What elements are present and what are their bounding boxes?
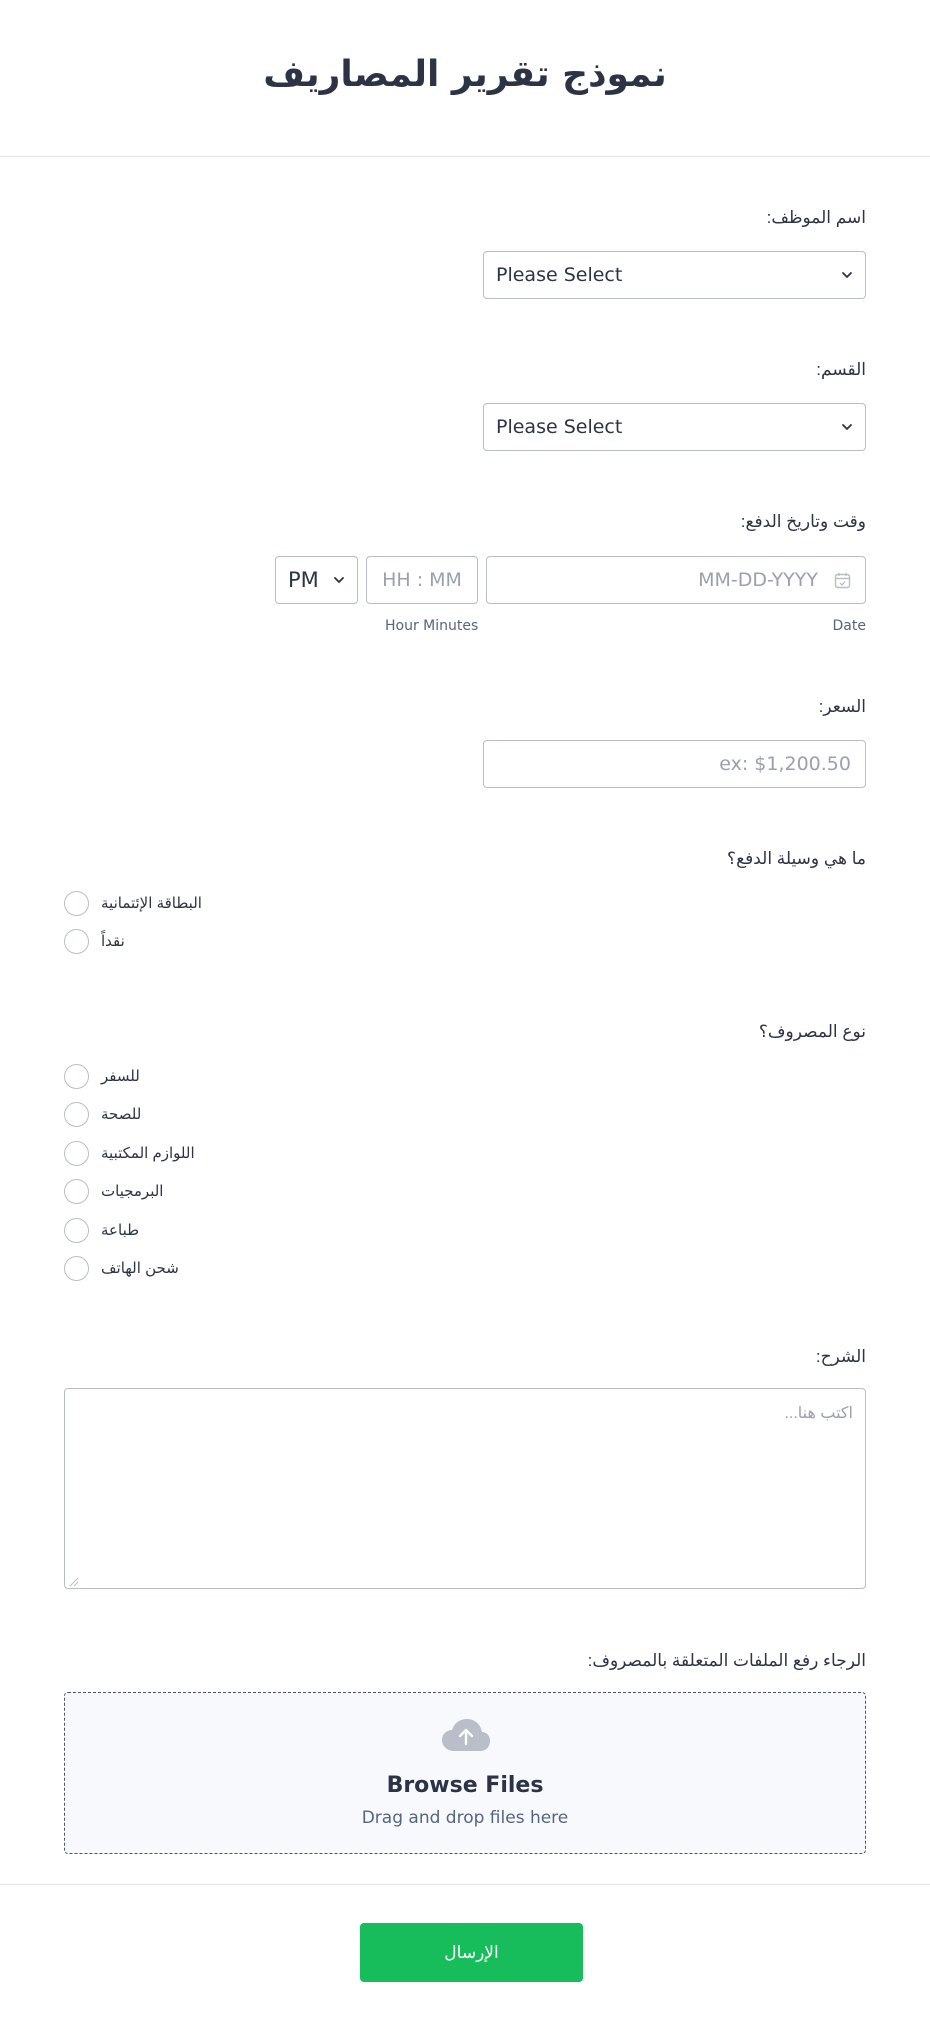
description-label: الشرح: xyxy=(815,1347,866,1366)
radio-button[interactable] xyxy=(64,929,89,954)
ampm-value: PM xyxy=(288,568,319,592)
employee-label: اسم الموظف: xyxy=(766,208,866,227)
radio-option-label: البرمجيات xyxy=(101,1183,164,1200)
time-placeholder: HH : MM xyxy=(382,569,462,591)
expense-type-label: نوع المصروف؟ xyxy=(758,1022,866,1041)
radio-option-phone-recharge[interactable] xyxy=(64,1255,179,1281)
submit-button[interactable]: الإرسال xyxy=(360,1923,583,1982)
payment-datetime-label: وقت وتاريخ الدفع: xyxy=(740,512,866,531)
chevron-down-icon xyxy=(841,421,853,433)
radio-option-health[interactable] xyxy=(64,1101,141,1127)
radio-option-cash[interactable] xyxy=(64,928,125,954)
drag-drop-hint: Drag and drop files here xyxy=(361,1808,569,1828)
radio-option-label: طباعة xyxy=(101,1222,140,1239)
radio-button[interactable] xyxy=(64,1256,89,1281)
radio-button[interactable] xyxy=(64,1102,89,1127)
employee-select[interactable] xyxy=(483,251,866,299)
department-label: القسم: xyxy=(816,360,866,379)
radio-option-label: للسفر xyxy=(101,1068,140,1085)
time-input[interactable] xyxy=(366,556,478,604)
radio-button[interactable] xyxy=(64,891,89,916)
radio-button[interactable] xyxy=(64,1064,89,1089)
upload-label: الرجاء رفع الملفات المتعلقة بالمصروف: xyxy=(587,1651,866,1670)
price-label: السعر: xyxy=(818,697,866,716)
date-placeholder: MM-DD-YYYY xyxy=(698,569,818,591)
date-sublabel: Date xyxy=(832,618,866,634)
radio-option-printing[interactable] xyxy=(64,1217,139,1243)
employee-select-value: Please Select xyxy=(496,264,623,286)
chevron-down-icon xyxy=(841,269,853,281)
file-upload-dropzone[interactable] xyxy=(64,1692,866,1854)
description-textarea[interactable] xyxy=(64,1388,866,1589)
radio-option-software[interactable] xyxy=(64,1178,163,1204)
radio-option-label: شحن الهاتف xyxy=(101,1260,179,1277)
radio-option-label: اللوازم المكتبية xyxy=(101,1145,195,1162)
payment-method-label: ما هي وسيلة الدفع؟ xyxy=(727,849,866,868)
form-header xyxy=(0,0,930,157)
radio-option-credit-card[interactable] xyxy=(64,890,202,916)
description-placeholder: اكتب هنا... xyxy=(784,1405,853,1422)
radio-option-office-supplies[interactable] xyxy=(64,1140,195,1166)
department-select[interactable] xyxy=(483,403,866,451)
calendar-icon[interactable] xyxy=(834,572,851,589)
radio-button[interactable] xyxy=(64,1141,89,1166)
price-placeholder: ex: $1,200.50 xyxy=(719,753,851,775)
radio-option-travel[interactable] xyxy=(64,1063,140,1089)
form-title: نموذج تقرير المصاريف xyxy=(263,53,667,95)
radio-option-label: للصحة xyxy=(101,1106,142,1123)
resize-handle-icon[interactable] xyxy=(69,1574,79,1584)
ampm-select[interactable] xyxy=(275,556,358,604)
radio-option-label: نقداً xyxy=(101,933,125,950)
price-input[interactable] xyxy=(483,740,866,788)
browse-files-label[interactable]: Browse Files xyxy=(386,1773,544,1798)
radio-button[interactable] xyxy=(64,1218,89,1243)
time-sublabel: Hour Minutes xyxy=(385,618,479,634)
chevron-down-icon xyxy=(333,574,345,586)
radio-button[interactable] xyxy=(64,1179,89,1204)
radio-option-label: البطاقة الإئتمانية xyxy=(101,895,202,912)
date-input[interactable] xyxy=(486,556,866,604)
footer-divider xyxy=(0,1884,930,1885)
cloud-upload-icon xyxy=(440,1717,492,1755)
department-select-value: Please Select xyxy=(496,416,623,438)
